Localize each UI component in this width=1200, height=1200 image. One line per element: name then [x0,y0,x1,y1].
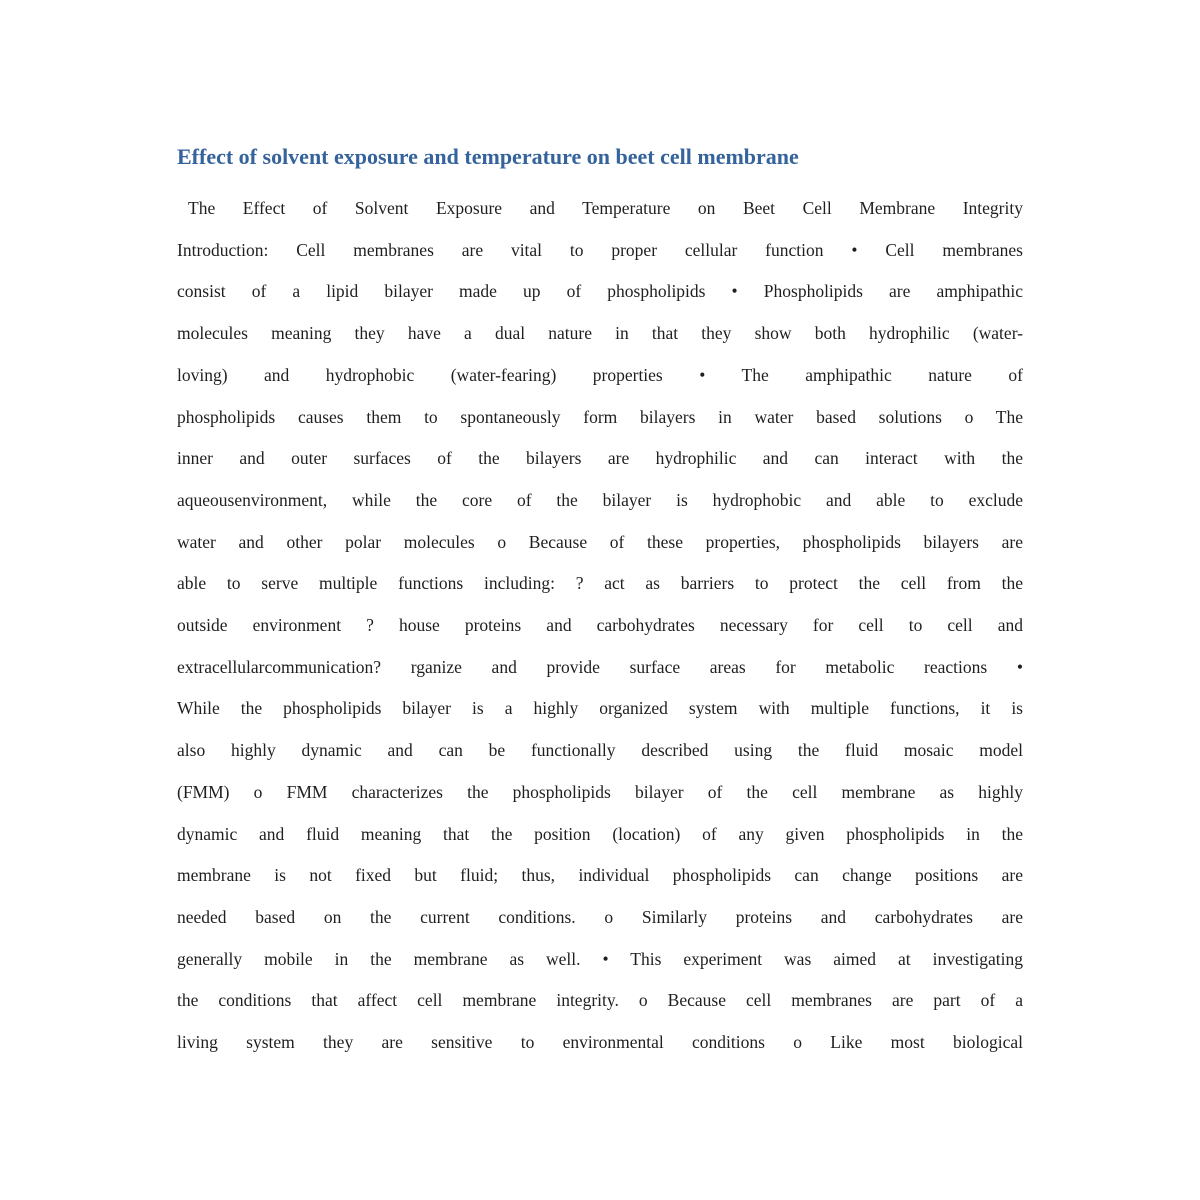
text-line: While the phospholipids bilayer is a highly organized system with multiple functions, it is [177,698,1023,719]
text-line: generally mobile in the membrane as well. • This experiment was aimed at investigating [177,948,1023,969]
text-line: Introduction: Cell membranes are vital to proper cellular function • Cell membranes [177,239,1023,260]
text-line: also highly dynamic and can be functionally described using the fluid mosaic model [177,740,1023,761]
body-text [177,188,1023,1064]
text-line: the conditions that affect cell membrane integrity. o Because cell membranes are part of a [177,990,1023,1011]
text-line: dynamic and fluid meaning that the position (location) of any given phospholipids in the [177,823,1023,844]
document-content [177,143,1023,1064]
text-line: (FMM) o FMM characterizes the phospholipids bilayer of the cell membrane as highly [177,781,1023,802]
text-line: molecules meaning they have a dual nature in that they show both hydrophilic (water- [177,323,1023,344]
text-line: consist of a lipid bilayer made up of phospholipids • Phospholipids are amphipathic [177,281,1023,302]
text-line: extracellularcommunication? rganize and provide surface areas for metabolic reactions • [177,656,1023,677]
text-line: membrane is not fixed but fluid; thus, individual phospholipids can change positions are [177,865,1023,886]
text-line: inner and outer surfaces of the bilayers are hydrophilic and can interact with the [177,448,1023,469]
text-line: water and other polar molecules o Because of these properties, phospholipids bilayers are [177,531,1023,552]
text-line: phospholipids causes them to spontaneously form bilayers in water based solutions o The [177,406,1023,427]
text-line: needed based on the current conditions. o Similarly proteins and carbohydrates are [177,906,1023,927]
text-line: living system they are sensitive to environmental conditions o Like most biological [177,1032,1023,1053]
document-title: Effect of solvent exposure and temperature on beet cell membrane [177,144,799,169]
text-line: loving) and hydrophobic (water-fearing) properties • The amphipathic nature of [177,364,1023,385]
text-line: outside environment ? house proteins and carbohydrates necessary for cell to cell and [177,615,1023,636]
text-line: aqueousenvironment, while the core of the bilayer is hydrophobic and able to exclude [177,489,1023,510]
text-line: The Effect of Solvent Exposure and Temperature on Beet Cell Membrane Integrity [188,198,1023,218]
text-line: able to serve multiple functions including: ? act as barriers to protect the cell from the [177,573,1023,594]
